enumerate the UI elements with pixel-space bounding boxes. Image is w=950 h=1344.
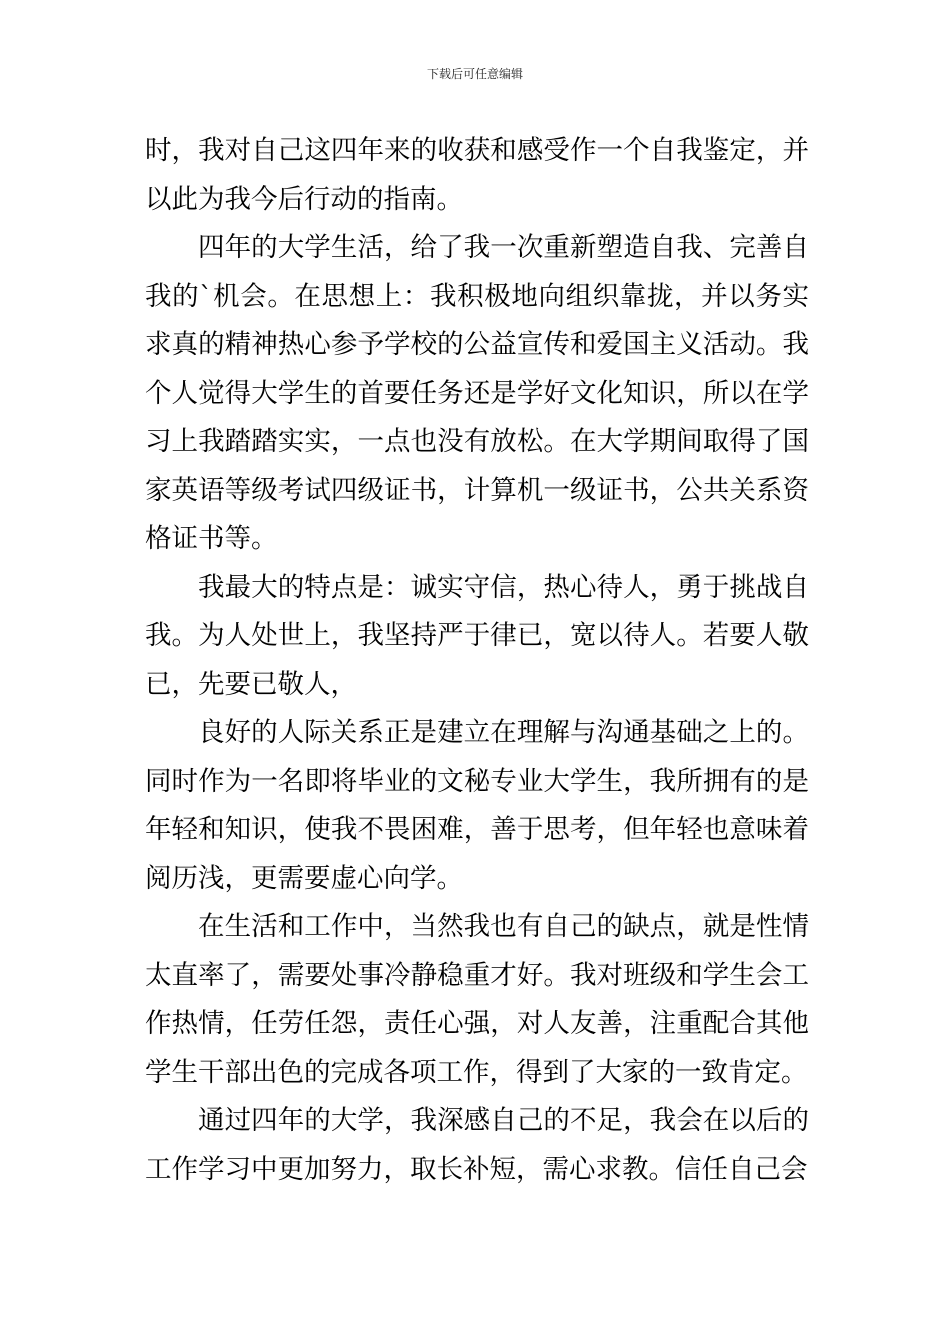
- paragraph-4: 良好的人际关系正是建立在理解与沟通基础之上的。同时作为一名即将毕业的文秘专业大学生，我所拥有的是年轻和知识，使我不畏困难，善于思考，但年轻也意味着阅历浅，更需要虚心向学。: [145, 717, 809, 894]
- paragraph-1: 时，我对自己这四年来的收获和感受作一个自我鉴定，并以此为我今后行动的指南。: [145, 135, 809, 215]
- paragraph-3: 我最大的特点是：诚实守信，热心待人，勇于挑战自我。为人处世上，我坚持严于律已，宽以待人。若要人敬已，先要已敬人，: [145, 571, 809, 700]
- paragraph-2: 四年的大学生活，给了我一次重新塑造自我、完善自我的`机会。在思想上：我积极地向组织靠拢，并以务实求真的精神热心参予学校的公益宣传和爱国主义活动。我个人觉得大学生的首要任务还是学好文化知识，所以在学习上我踏踏实实，一点也没有放松。在大学期间取得了国家英语等级考试四级证书，计算机一级证书，公共关系资格证书等。: [145, 232, 809, 554]
- paragraph-6: 通过四年的大学，我深感自己的不足，我会在以后的工作学习中更加努力，取长补短，需心求教。信任自己会: [145, 1105, 809, 1185]
- paragraph-5: 在生活和工作中，当然我也有自己的缺点，就是性情太直率了，需要处事冷静稳重才好。我对班级和学生会工作热情，任劳任怨，责任心强，对人友善，注重配合其他学生干部出色的完成各项工作，得到了大家的一致肯定。: [145, 911, 809, 1088]
- document-body: [145, 127, 809, 1194]
- page-header: 下载后可任意编辑: [426, 67, 523, 81]
